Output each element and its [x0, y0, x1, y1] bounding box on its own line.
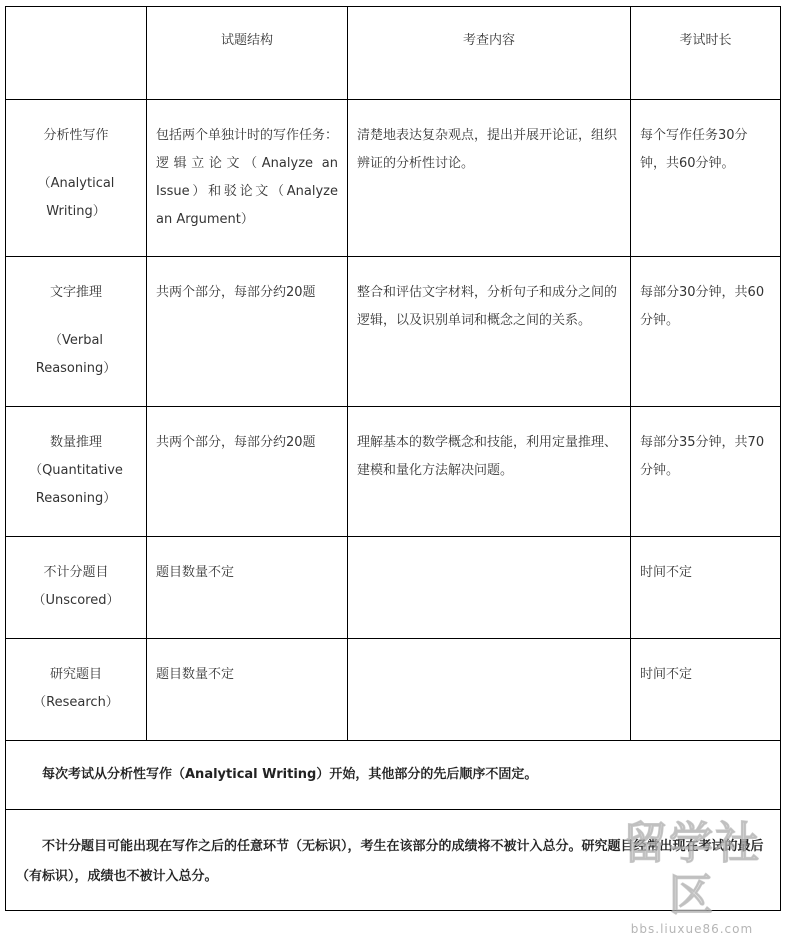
table-row-unscored [6, 537, 781, 639]
section-name-cn: 分析性写作 [43, 128, 109, 143]
section-name-cell [6, 639, 147, 741]
header-structure-cell: 试题结构 [147, 7, 348, 100]
section-name-cn: 研究题目 [49, 667, 102, 682]
watermark-url: bbs.liuxue86.com [630, 922, 754, 936]
header-duration-cell: 考试时长 [631, 7, 781, 100]
content-cell: 整合和评估文字材料，分析句子和成分之间的逻辑，以及识别单词和概念之间的关系。 [348, 257, 631, 407]
section-name-en: （Analytical Writing） [37, 176, 115, 219]
table-note-row-unscored [6, 810, 781, 911]
section-name-cn: 数量推理 [49, 435, 102, 450]
header-section-cell [6, 7, 147, 100]
section-name-en: （Quantitative Reasoning） [29, 463, 123, 506]
table-row-research [6, 639, 781, 741]
table-row-quantitative-reasoning [6, 407, 781, 537]
table-header-row [6, 7, 781, 100]
watermark-logo: 留学社区 [623, 818, 761, 921]
structure-cell: 共两个部分，每部分约20题 [147, 257, 348, 407]
structure-cell: 题目数量不定 [147, 639, 348, 741]
duration-cell: 时间不定 [631, 537, 781, 639]
note-order-text: 每次考试从分析性写作（Analytical Writing）开始，其他部分的先后顺序不固定。 [6, 741, 781, 810]
content-cell: 清楚地表达复杂观点，提出并展开论证，组织辨证的分析性讨论。 [348, 100, 631, 257]
section-name-cell [6, 537, 147, 639]
section-name-en: （Research） [33, 695, 119, 710]
content-cell [348, 537, 631, 639]
duration-cell: 每个写作任务30分钟，共60分钟。 [631, 100, 781, 257]
content-cell [348, 639, 631, 741]
section-name-cell [6, 257, 147, 407]
table-note-row-order [6, 741, 781, 810]
section-name-cell [6, 100, 147, 257]
structure-cell: 题目数量不定 [147, 537, 348, 639]
section-name-cn: 不计分题目 [43, 565, 109, 580]
gre-structure-table-wrapper [5, 6, 780, 911]
section-name-cell [6, 407, 147, 537]
section-name-en: （Verbal Reasoning） [35, 333, 117, 376]
note-unscored-text: 不计分题目可能出现在写作之后的任意环节（无标识），考生在该部分的成绩将不被计入总分。研究题目经常出现在考试的最后（有标识），成绩也不被计入总分。 [6, 810, 781, 911]
gre-structure-table [5, 6, 781, 911]
structure-cell: 共两个部分，每部分约20题 [147, 407, 348, 537]
duration-cell: 时间不定 [631, 639, 781, 741]
section-name-en: （Unscored） [32, 593, 120, 608]
header-content-cell: 考查内容 [348, 7, 631, 100]
table-row-analytical-writing [6, 100, 781, 257]
content-cell: 理解基本的数学概念和技能，利用定量推理、建模和量化方法解决问题。 [348, 407, 631, 537]
structure-cell: 包括两个单独计时的写作任务：逻辑立论文（Analyze an Issue）和驳论文（Analyze an Argument） [147, 100, 348, 257]
section-name-cn: 文字推理 [49, 285, 102, 300]
duration-cell: 每部分35分钟，共70分钟。 [631, 407, 781, 537]
duration-cell: 每部分30分钟，共60分钟。 [631, 257, 781, 407]
table-row-verbal-reasoning [6, 257, 781, 407]
